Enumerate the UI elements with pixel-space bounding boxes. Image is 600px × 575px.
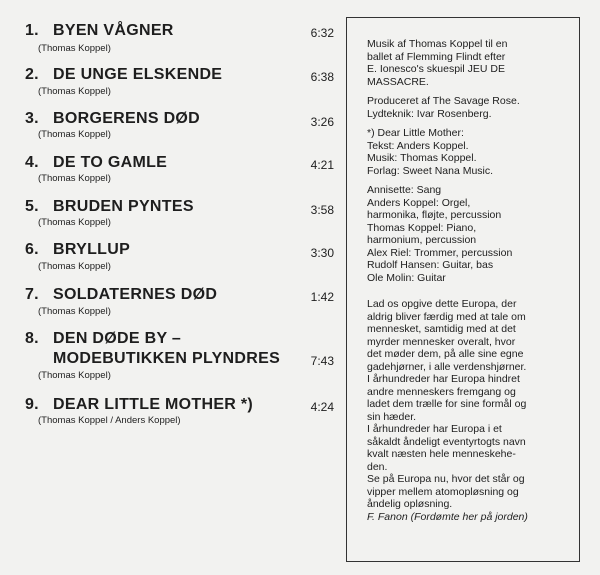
track-title: BORGERENS DØD xyxy=(53,110,201,127)
track-number: 8. xyxy=(25,330,39,347)
text-line: Rudolf Hansen: Guitar, bas xyxy=(367,259,494,271)
text-line: Produceret af The Savage Rose. xyxy=(367,95,520,107)
text-line: Lad os opgive dette Europa, der xyxy=(367,298,517,310)
quote-attribution: F. Fanon (Fordømte her på jorden) xyxy=(367,510,528,523)
text-line: Alex Riel: Trommer, percussion xyxy=(367,246,513,259)
text-line: den. xyxy=(367,460,388,473)
track-title: DEAR LITTLE MOTHER *) xyxy=(53,396,254,413)
text-line: andre menneskers fremgang og xyxy=(367,385,516,398)
track-number: 7. xyxy=(25,286,39,303)
text-line: Musik: Thomas Koppel. xyxy=(367,152,477,164)
text-line: Musik af Thomas Koppel til en xyxy=(367,38,508,50)
intro-text xyxy=(367,38,569,88)
track-number: 6. xyxy=(25,241,39,258)
track-number: 9. xyxy=(25,396,39,413)
text-line: *) Dear Little Mother: xyxy=(367,127,464,139)
track-credit: (Thomas Koppel) xyxy=(38,261,111,272)
text-line: harmonium, percussion xyxy=(367,234,477,246)
track-number: 5. xyxy=(25,198,39,215)
text-line: gadehjørner, i alle verdenshjørner. xyxy=(367,360,527,373)
track-duration: 4:21 xyxy=(310,158,334,172)
track-title: DEN DØDE BY – xyxy=(53,330,182,347)
text-line: vipper mellem atomopløsning og xyxy=(367,485,519,498)
text-line: åndelig opløsning. xyxy=(367,498,453,510)
track-duration: 3:58 xyxy=(310,203,334,217)
track-title-continued: MODEBUTIKKEN PLYNDRES xyxy=(53,350,281,367)
quote-text xyxy=(367,298,569,523)
text-line: Thomas Koppel: Piano, xyxy=(367,221,477,234)
track-credit: (Thomas Koppel) xyxy=(38,306,111,317)
text-line: Anders Koppel: Orgel, xyxy=(367,196,471,209)
text-line: harmonika, fløjte, percussion xyxy=(367,209,502,221)
track-number: 4. xyxy=(25,154,39,171)
track-credit: (Thomas Koppel) xyxy=(38,129,111,140)
text-line: myrder mennesker overalt, hvor xyxy=(367,335,516,348)
text-line: Lydteknik: Ivar Rosenberg. xyxy=(367,107,492,120)
text-line: aldrig bliver færdig med at tale om xyxy=(367,310,526,323)
track-duration: 6:38 xyxy=(310,70,334,84)
text-line: Forlag: Sweet Nana Music. xyxy=(367,164,494,177)
text-line: ballet af Flemming Flindt efter xyxy=(367,50,506,63)
text-line: mennesket, samtidig med at det xyxy=(367,323,516,335)
text-line: MASSACRE. xyxy=(367,75,429,88)
track-credit: (Thomas Koppel) xyxy=(38,86,111,97)
text-line: I århundreder har Europa hindret xyxy=(367,373,520,385)
track-title: DE TO GAMLE xyxy=(53,154,168,171)
text-line: E. Ionesco's skuespil JEU DE xyxy=(367,63,505,75)
text-line: såkaldt åndeligt eventyrtogts navn xyxy=(367,435,526,448)
track-title: SOLDATERNES DØD xyxy=(53,286,218,303)
track-title: DE UNGE ELSKENDE xyxy=(53,66,223,83)
track-credit: (Thomas Koppel) xyxy=(38,217,111,228)
track-credit: (Thomas Koppel / Anders Koppel) xyxy=(38,415,181,426)
text-line: Tekst: Anders Koppel. xyxy=(367,139,469,152)
track-duration: 3:30 xyxy=(310,246,334,260)
track-credit: (Thomas Koppel) xyxy=(38,370,111,381)
track-credit: (Thomas Koppel) xyxy=(38,173,111,184)
track-number: 1. xyxy=(25,22,39,39)
production-credits xyxy=(367,95,569,120)
text-line: Annisette: Sang xyxy=(367,184,442,196)
text-line: det møder dem, på alle sine egne xyxy=(367,348,524,360)
track-number: 2. xyxy=(25,66,39,83)
track-title: BRYLLUP xyxy=(53,241,131,258)
musicians-list xyxy=(367,184,569,284)
text-line: kvalt næsten hele menneskehe- xyxy=(367,448,516,460)
liner-notes-box xyxy=(346,17,580,562)
track-credit: (Thomas Koppel) xyxy=(38,43,111,54)
track-duration: 1:42 xyxy=(310,290,334,304)
track-duration: 6:32 xyxy=(310,26,334,40)
track-duration: 4:24 xyxy=(310,400,334,414)
track-duration: 7:43 xyxy=(310,354,334,368)
track-title: BYEN VÅGNER xyxy=(53,22,174,39)
text-line: ladet dem trælle for sine formål og xyxy=(367,398,527,410)
track-duration: 3:26 xyxy=(310,115,334,129)
track-title: BRUDEN PYNTES xyxy=(53,198,194,215)
text-line: Se på Europa nu, hvor det står og xyxy=(367,473,525,485)
text-line: sin hæder. xyxy=(367,410,417,423)
text-line: Ole Molin: Guitar xyxy=(367,271,446,284)
footnote-credits xyxy=(367,127,569,177)
track-number: 3. xyxy=(25,110,39,127)
text-line: I århundreder har Europa i et xyxy=(367,423,502,435)
